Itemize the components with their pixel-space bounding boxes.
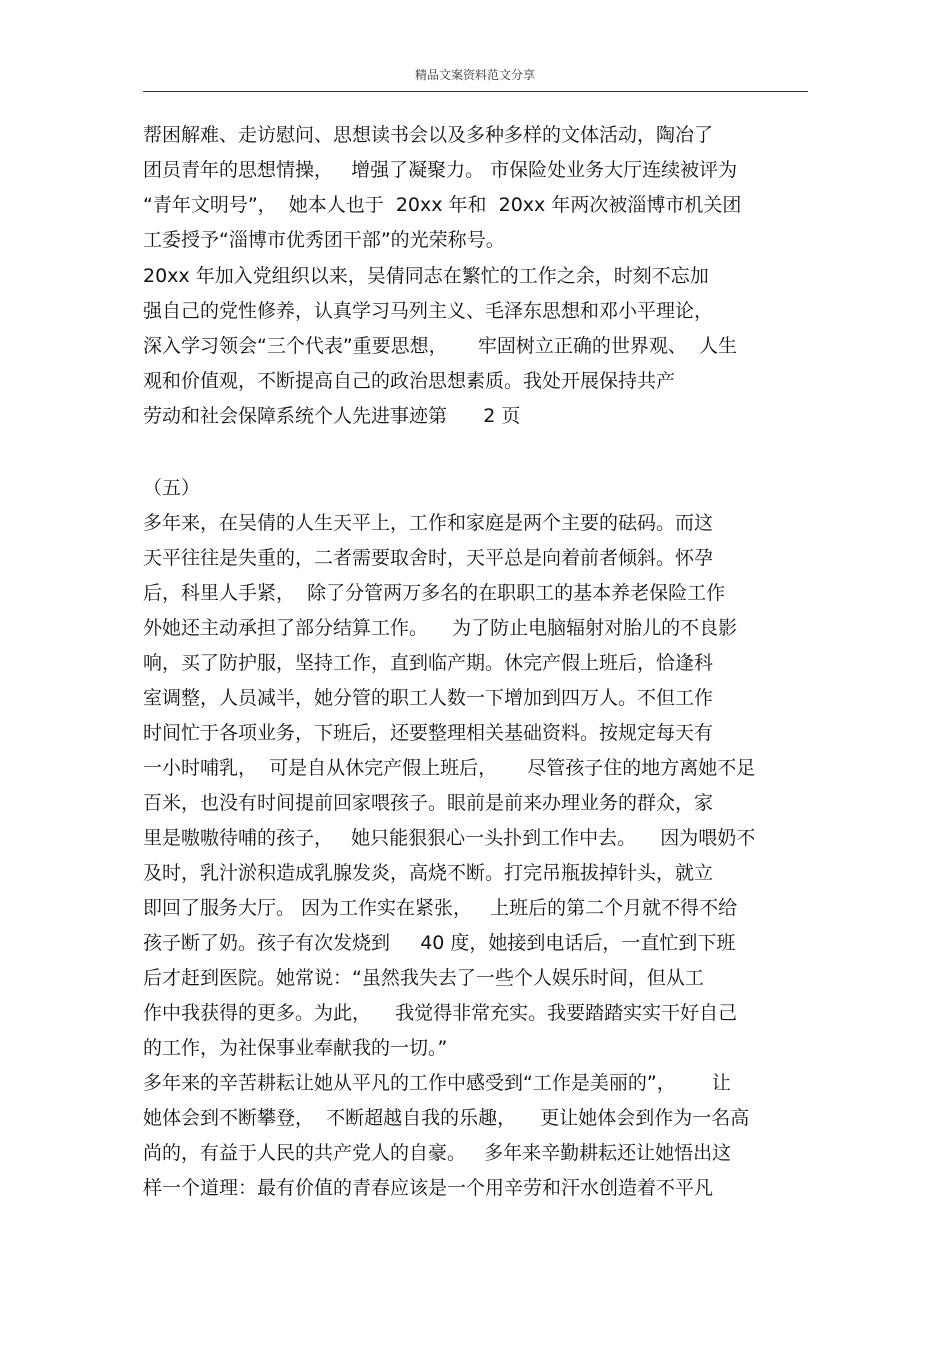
- body-line: 后才赶到医院。她常说：“虽然我失去了一些个人娱乐时间，但从工: [143, 967, 704, 989]
- body-line: 一小时哺乳， 可是自从休完产假上班后， 尽管孩子住的地方离她不足: [143, 757, 756, 779]
- body-line: 的工作，为社保事业奉献我的一切。”: [143, 1037, 448, 1059]
- body-line: 即回了服务大厅。 因为工作实在紧张， 上班后的第二个月就不得不给: [143, 897, 738, 919]
- body-line: 团员青年的思想情操， 增强了凝聚力。 市保险处业务大厅连续被评为: [143, 159, 738, 181]
- body-line: 观和价值观，不断提高自己的政治思想素质。我处开展保持共产: [143, 370, 676, 392]
- body-line: 里是嗷嗷待哺的孩子， 她只能狠狠心一头扑到工作中去。 因为喂奶不: [143, 827, 756, 849]
- body-line: 深入学习领会“三个代表”重要思想， 牢固树立正确的世界观、 人生: [143, 335, 737, 357]
- body-line: 样一个道理：最有价值的青春应该是一个用辛劳和汗水创造着不平凡: [143, 1177, 714, 1199]
- body-line: 20xx 年加入党组织以来，吴倩同志在繁忙的工作之余，时刻不忘加: [143, 265, 709, 287]
- body-line: 工委授予“淄博市优秀团干部”的光荣称号。: [143, 229, 505, 251]
- header-divider: [143, 91, 808, 92]
- body-line: 多年来的辛苦耕耘让她从平凡的工作中感受到“工作是美丽的”， 让: [143, 1072, 731, 1094]
- body-line: 后，科里人手紧， 除了分管两万多名的在职职工的基本养老保险工作: [143, 582, 726, 604]
- body-line: 时间忙于各项业务，下班后，还要整理相关基础资料。按规定每天有: [143, 722, 714, 744]
- body-line: 作中我获得的更多。为此， 我觉得非常充实。我要踏踏实实干好自己: [143, 1002, 738, 1024]
- body-line: 百米，也没有时间提前回家喂孩子。眼前是前来办理业务的群众，家: [143, 792, 714, 814]
- section-heading: （五）: [143, 477, 201, 499]
- body-line: 多年来，在吴倩的人生天平上，工作和家庭是两个主要的砝码。而这: [143, 512, 714, 534]
- body-line: 孩子断了奶。孩子有次发烧到 40 度，她接到电话后，一直忙到下班: [143, 932, 736, 954]
- body-line: 尚的，有益于人民的共产党人的自豪。 多年来辛勤耕耘还让她悟出这: [143, 1142, 732, 1164]
- page-header: 精品文案资料范文分享: [414, 68, 535, 82]
- body-line: 及时，乳汁淤积造成乳腺发炎，高烧不断。打完吊瓶拔掉针头，就立: [143, 862, 714, 884]
- body-line: 她体会到不断攀登， 不断超越自我的乐趣， 更让她体会到作为一名高: [143, 1107, 750, 1129]
- body-line: 外她还主动承担了部分结算工作。 为了防止电脑辐射对胎儿的不良影: [143, 617, 738, 639]
- body-line: 强自己的党性修养，认真学习马列主义、毛泽东思想和邓小平理论，: [143, 300, 714, 322]
- body-line: 天平往往是失重的，二者需要取舍时，天平总是向着前者倾斜。怀孕: [143, 547, 714, 569]
- body-line: 室调整，人员减半，她分管的职工人数一下增加到四万人。不但工作: [143, 687, 714, 709]
- body-line: 劳动和社会保障系统个人先进事迹第 2 页: [143, 405, 521, 427]
- body-line: “青年文明号”， 她本人也于 20xx 年和 20xx 年两次被淄博市机关团: [143, 194, 742, 216]
- body-line: 帮困解难、走访慰问、思想读书会以及多种多样的文体活动，陶冶了: [143, 124, 714, 146]
- body-line: 响，买了防护服，坚持工作，直到临产期。休完产假上班后，恰逢科: [143, 652, 714, 674]
